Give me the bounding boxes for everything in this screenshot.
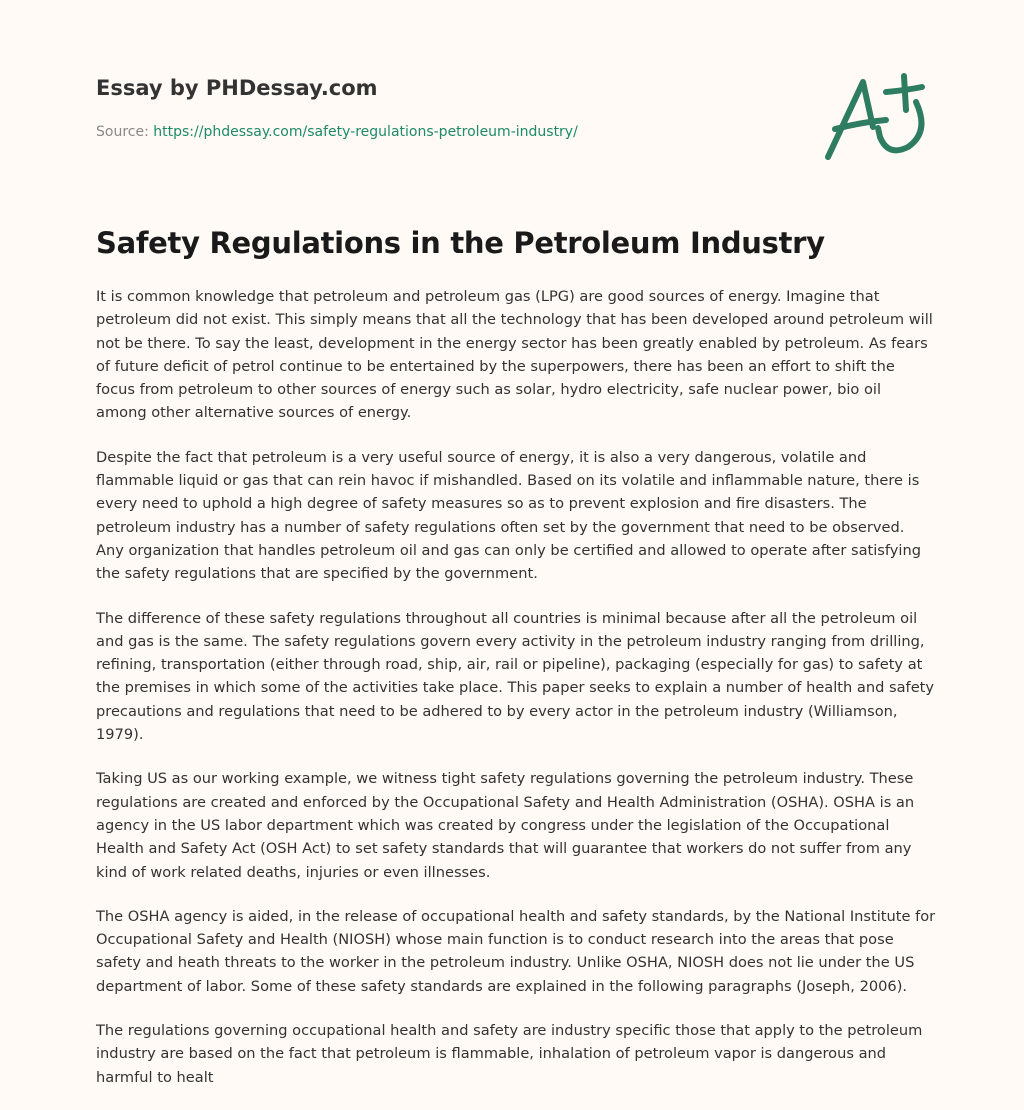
paragraph: The OSHA agency is aided, in the release of occupational health and safety standards, by the National Institute for Occupational Safety and Health (NIOSH) whose main function is to conduct research into the areas that pose safety and heath threats to the worker in the petroleum industry. Unlike OSHA, NIOSH does not lie under the US department of labor. Some of these safety standards are explained in the following paragraphs (Joseph, 2006).: [96, 907, 936, 995]
paragraph: The difference of these safety regulations throughout all countries is minimal because after all the petroleum oil and gas is the same. The safety regulations govern every activity in the petroleum industry ranging from drilling, refining, transportation (either through road, ship, air, rail or pipeline), packaging (especially for gas) to safety at the premises in which some of the activities take place. This paper seeks to explain a number of health and safety precautions and regulations that need to be adhered to by every actor in the petroleum industry (Williamson, 1979).: [96, 609, 935, 744]
paragraph: The regulations governing occupational health and safety are industry specific those that apply to the petroleum industry are based on the fact that petroleum is flammable, inhalation of petroleum vapor is dangerous and harmful to healt: [96, 1022, 923, 1086]
paragraph: It is common knowledge that petroleum and petroleum gas (LPG) are good sources of energy. Imagine that petroleum did not exist. This simply means that all the technology that has been developed around petroleum will not be there. To say the least, development in the energy sector has been greatly enabled by petroleum. As fears of future deficit of petrol continue to be entertained by the superpowers, there has been an effort to shift the focus from petroleum to other sources of energy such as solar, hydro electricity, safe nuclear power, bio oil among other alternative sources of energy.: [96, 288, 933, 422]
source-label: Source:: [96, 124, 149, 140]
brand-title: Essay by PHDessay.com: [96, 76, 378, 100]
paragraph: Despite the fact that petroleum is a very useful source of energy, it is also a very dangerous, volatile and flammable liquid or gas that can rein havoc if mishandled. Based on its volatile and inflammable nature, there is every need to uphold a high degree of safety measures so as to prevent explosion and fire disasters. The petroleum industry has a number of safety regulations often set by the government that need to be observed. Any organization that handles petroleum oil and gas can only be certified and allowed to operate after satisfying the safety regulations that are specified by the government.: [96, 448, 921, 583]
article-title: Safety Regulations in the Petroleum Industry: [96, 226, 825, 260]
a-plus-logo-icon: [818, 62, 938, 172]
paragraph: Taking US as our working example, we witness tight safety regulations governing the petroleum industry. These regulations are created and enforced by the Occupational Safety and Health Administration (OSHA). OSHA is an agency in the US labor department which was created by congress under the legislation of the Occupational Health and Safety Act (OSH Act) to set safety standards that will guarantee that workers do not suffer from any kind of work related deaths, injuries or even illnesses.: [96, 770, 915, 881]
source-line: [96, 124, 578, 140]
article-body: [96, 285, 936, 1110]
source-link[interactable]: https://phdessay.com/safety-regulations-petroleum-industry/: [153, 124, 578, 140]
